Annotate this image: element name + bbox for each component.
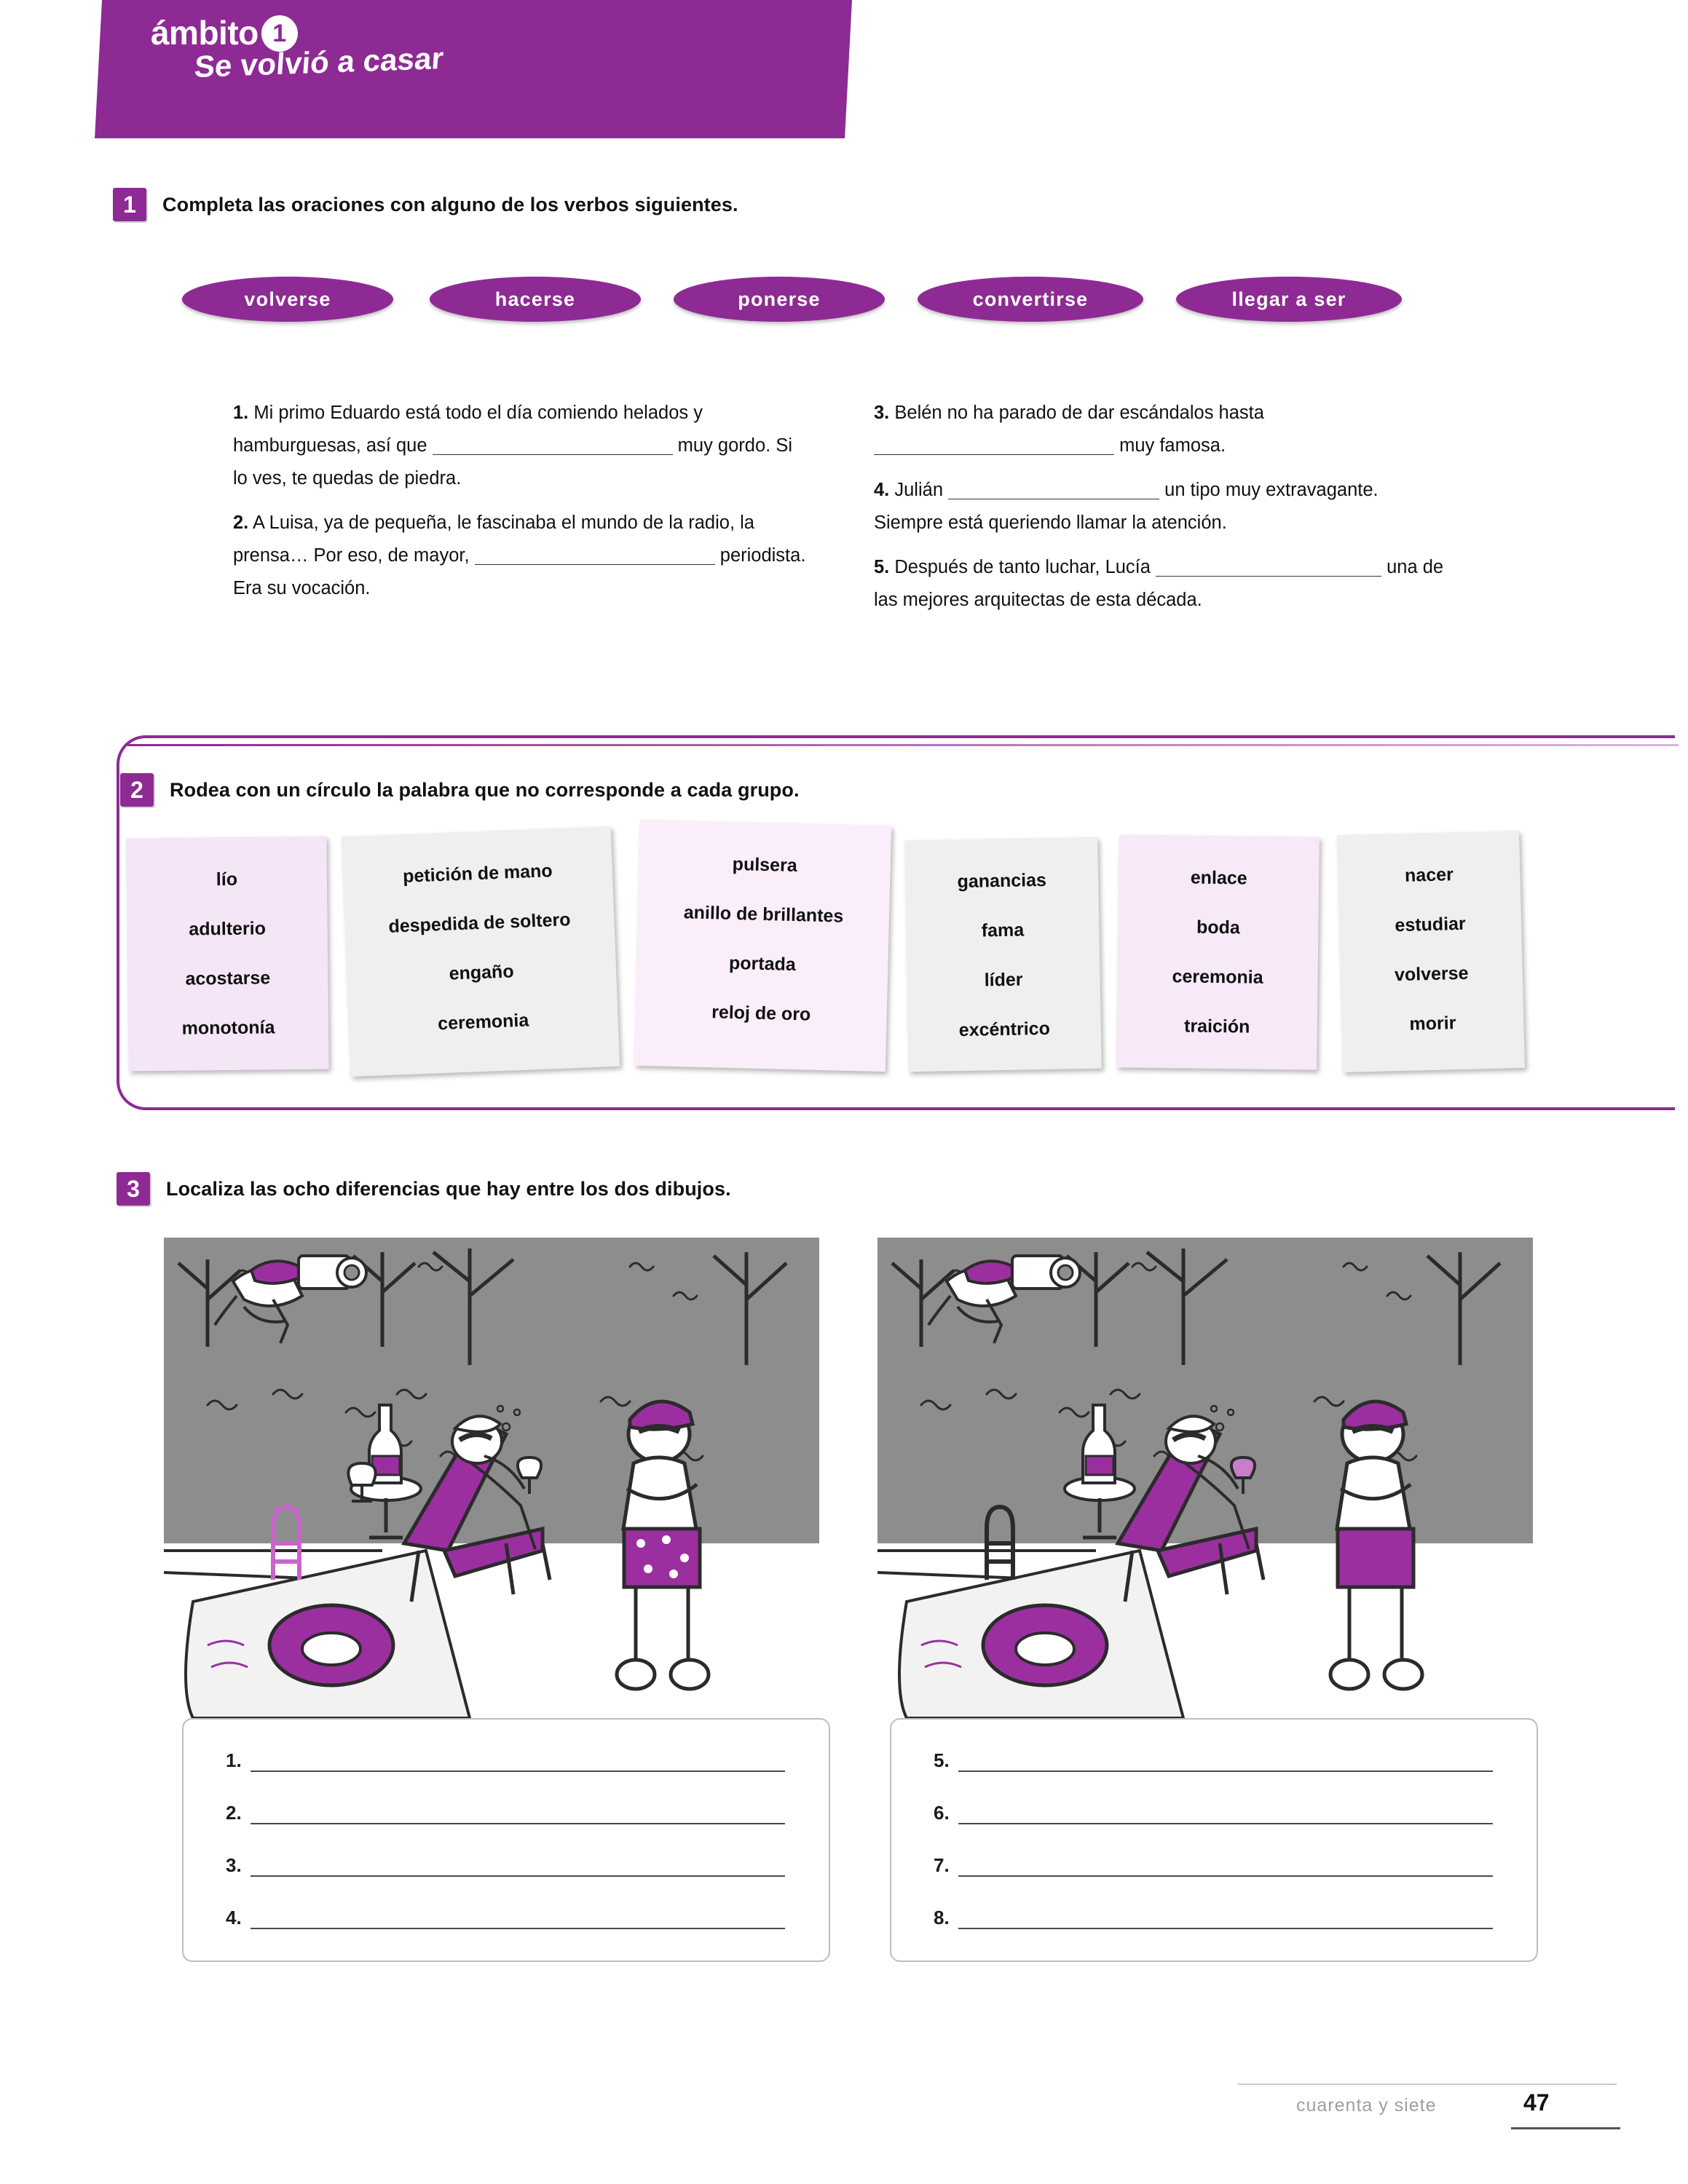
- word-group-2[interactable]: [342, 826, 620, 1077]
- answer-label-7: 7.: [934, 1854, 950, 1876]
- word-4-2[interactable]: fama: [981, 919, 1025, 941]
- exercise-2-heading: [120, 773, 800, 807]
- word-group-3[interactable]: [634, 820, 891, 1072]
- sentence-2-text-b: periodista. Era su vocación.: [233, 545, 806, 598]
- sentence-2-text-a: A Luisa, ya de pequeña, le fascinaba el mundo de la radio, la prensa… Por eso, de mayor,: [233, 513, 754, 566]
- sentence-4-blank[interactable]: [948, 480, 1159, 499]
- exercise-3-heading: [117, 1172, 731, 1206]
- word-5-4[interactable]: traición: [1183, 1016, 1250, 1037]
- word-6-3[interactable]: volverse: [1394, 962, 1469, 986]
- answer-line-6[interactable]: [958, 1792, 1493, 1824]
- word-3-3[interactable]: portada: [728, 952, 797, 976]
- exercise-3-number: 3: [117, 1172, 150, 1206]
- sentence-5-text-b: una de las mejores arquitectas de esta década.: [874, 557, 1444, 610]
- exercise-1-number: 1: [113, 188, 146, 221]
- answer-row-8[interactable]: [934, 1877, 1537, 1929]
- sentence-3-blank[interactable]: [874, 435, 1114, 455]
- answer-line-7[interactable]: [958, 1845, 1493, 1877]
- word-group-4[interactable]: [904, 837, 1102, 1072]
- answer-label-2: 2.: [226, 1802, 242, 1824]
- answer-row-5[interactable]: [934, 1720, 1537, 1772]
- sentence-5: [874, 551, 1449, 617]
- sentence-1-text-a: Mi primo Eduardo está todo el día comiendo helados y hamburguesas, así que: [233, 403, 703, 456]
- word-4-1[interactable]: ganancias: [957, 869, 1047, 893]
- word-group-1[interactable]: [126, 836, 328, 1072]
- verb-chip-convertirse[interactable]: convertirse: [918, 277, 1143, 322]
- answers-box-right: [890, 1718, 1538, 1962]
- ambito-label: ámbito: [150, 14, 259, 52]
- word-6-1[interactable]: nacer: [1404, 864, 1454, 886]
- word-1-3[interactable]: acostarse: [185, 968, 271, 989]
- answer-row-6[interactable]: [934, 1772, 1537, 1824]
- word-3-2[interactable]: anillo de brillantes: [683, 902, 844, 927]
- sentence-2-number: 2.: [233, 513, 249, 533]
- word-4-4[interactable]: excéntrico: [958, 1018, 1051, 1041]
- answer-label-1: 1.: [226, 1749, 242, 1771]
- word-2-2[interactable]: despedida de soltero: [388, 909, 571, 937]
- sentence-3-text-b: muy famosa.: [1114, 435, 1226, 456]
- verb-chip-ponerse[interactable]: ponerse: [674, 277, 885, 322]
- sentence-5-blank[interactable]: [1156, 557, 1381, 577]
- word-group-6[interactable]: [1337, 831, 1525, 1072]
- word-5-2[interactable]: boda: [1196, 917, 1240, 938]
- exercise-1-instruction: Completa las oraciones con alguno de los verbos siguientes.: [162, 193, 738, 215]
- sentence-4-text-b: un tipo muy extravagante. Siempre está queriendo llamar la atención.: [874, 480, 1379, 533]
- exercise-2-instruction: Rodea con un círculo la palabra que no corresponde a cada grupo.: [170, 778, 800, 801]
- answer-row-2[interactable]: [226, 1772, 829, 1824]
- exercise-1-right-column: [874, 397, 1449, 628]
- word-group-5[interactable]: [1116, 834, 1320, 1069]
- answer-line-4[interactable]: [251, 1897, 785, 1929]
- verb-chip-row: [182, 277, 1420, 335]
- answer-line-3[interactable]: [251, 1845, 785, 1877]
- section-divider: [127, 744, 1679, 746]
- verb-chip-volverse[interactable]: volverse: [182, 277, 393, 322]
- word-3-1[interactable]: pulsera: [732, 853, 798, 877]
- page-word: cuarenta y siete: [1296, 2095, 1437, 2116]
- word-1-4[interactable]: monotonía: [181, 1017, 275, 1039]
- word-5-3[interactable]: ceremonia: [1172, 966, 1263, 988]
- answer-label-6: 6.: [934, 1802, 950, 1824]
- exercise-2-number: 2: [120, 773, 154, 807]
- word-2-4[interactable]: ceremonia: [437, 1010, 529, 1034]
- ambito-subtitle: Se volvió a casar: [193, 41, 445, 84]
- word-6-4[interactable]: morir: [1409, 1013, 1456, 1034]
- spot-difference-drawing-right: [877, 1238, 1533, 1722]
- answer-line-5[interactable]: [958, 1740, 1493, 1772]
- drawing-right-svg: [877, 1238, 1533, 1718]
- footer-page-underline: [1511, 2127, 1620, 2129]
- sentence-3-text-a: Belén no ha parado de dar escándalos hasta: [894, 403, 1264, 423]
- sentence-4-number: 4.: [874, 480, 890, 500]
- answer-line-1[interactable]: [251, 1740, 785, 1772]
- answer-label-8: 8.: [934, 1907, 950, 1928]
- word-2-1[interactable]: petición de mano: [402, 860, 553, 887]
- answer-row-4[interactable]: [226, 1877, 829, 1929]
- sentence-3-number: 3.: [874, 403, 890, 423]
- exercise-1-left-column: [233, 397, 808, 617]
- answers-box-left: [182, 1718, 830, 1962]
- verb-chip-llegar-a-ser[interactable]: llegar a ser: [1176, 277, 1402, 322]
- sentence-1-number: 1.: [233, 403, 249, 423]
- sentence-1-blank[interactable]: [433, 435, 673, 455]
- sentence-1-text-b: muy gordo. Si lo ves, te quedas de piedra.: [233, 435, 792, 488]
- sentence-1: [233, 397, 808, 495]
- answer-label-4: 4.: [226, 1907, 242, 1928]
- drawing-left-svg: [164, 1238, 819, 1718]
- word-3-4[interactable]: reloj de oro: [711, 1002, 811, 1025]
- sentence-4: [874, 474, 1449, 539]
- sentence-5-text-a: Después de tanto luchar, Lucía: [894, 557, 1156, 577]
- answer-label-5: 5.: [934, 1749, 950, 1771]
- answer-row-3[interactable]: [226, 1824, 829, 1877]
- ambito-banner: [95, 0, 852, 138]
- word-2-3[interactable]: engaño: [449, 961, 515, 984]
- word-1-2[interactable]: adulterio: [189, 918, 267, 940]
- spot-difference-drawing-left: [164, 1238, 819, 1722]
- answer-label-3: 3.: [226, 1854, 242, 1876]
- exercise-1-heading: [113, 188, 738, 221]
- page-number: 47: [1523, 2089, 1550, 2116]
- sentence-2-blank[interactable]: [475, 545, 715, 565]
- answer-line-8[interactable]: [958, 1897, 1493, 1929]
- word-group-notes: [127, 823, 1584, 1077]
- sentence-5-number: 5.: [874, 557, 890, 577]
- sentence-2: [233, 507, 808, 605]
- answer-row-7[interactable]: [934, 1824, 1537, 1877]
- sentence-3: [874, 397, 1449, 462]
- footer-divider: [1238, 2084, 1617, 2085]
- answer-line-2[interactable]: [251, 1792, 785, 1824]
- word-6-2[interactable]: estudiar: [1395, 913, 1467, 936]
- exercise-3-instruction: Localiza las ocho diferencias que hay entre los dos dibujos.: [166, 1177, 731, 1200]
- word-1-1[interactable]: lío: [216, 869, 238, 890]
- word-5-1[interactable]: enlace: [1190, 867, 1247, 889]
- answer-row-1[interactable]: [226, 1720, 829, 1772]
- ambito-number-badge: 1: [261, 15, 298, 52]
- word-4-3[interactable]: líder: [984, 969, 1023, 991]
- sentence-4-text-a: Julián: [894, 480, 949, 500]
- verb-chip-hacerse[interactable]: hacerse: [430, 277, 641, 322]
